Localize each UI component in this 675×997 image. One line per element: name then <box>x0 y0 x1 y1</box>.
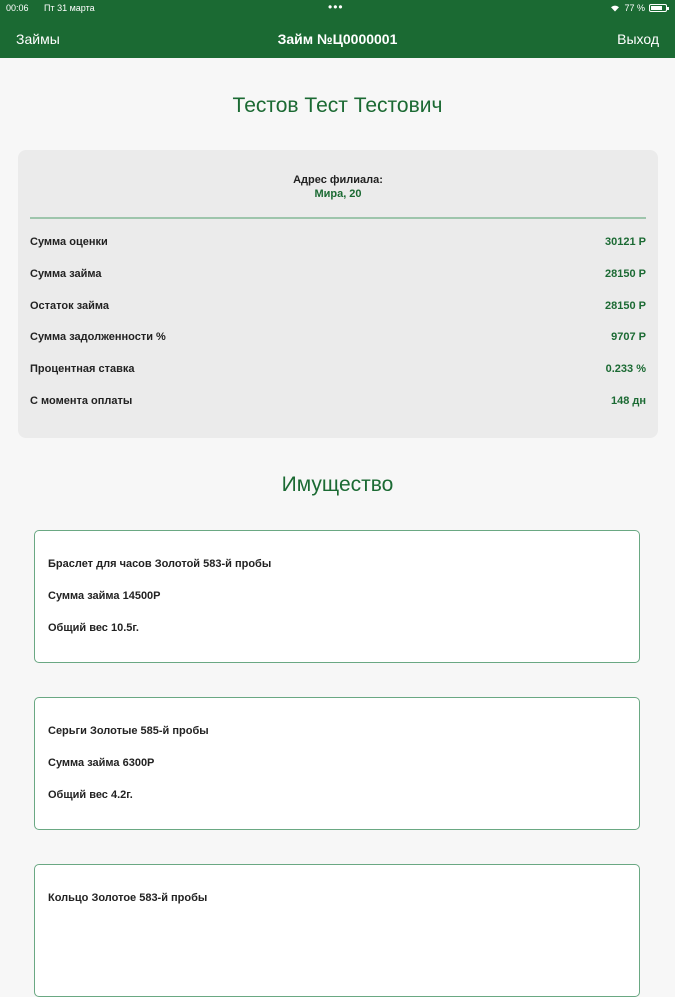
property-item-weight: Общий вес 4.2г. <box>48 789 133 801</box>
battery-percent: 77 % <box>624 3 645 13</box>
property-item-loan: Сумма займа 6300Р <box>48 757 155 769</box>
property-item-card[interactable] <box>34 864 640 997</box>
loans-back-button[interactable]: Займы <box>16 31 60 47</box>
divider <box>30 217 646 219</box>
page-title: Займ №Ц0000001 <box>277 31 398 47</box>
info-row-value: 28150 Р <box>605 268 646 280</box>
info-row-interest-rate <box>30 363 646 379</box>
info-row-label: Процентная ставка <box>30 363 135 375</box>
branch-address-label: Адрес филиала: <box>293 174 383 186</box>
property-item-name: Браслет для часов Золотой 583-й пробы <box>48 558 272 570</box>
status-bar <box>0 0 675 16</box>
property-item-name: Серьги Золотые 585-й пробы <box>48 725 209 737</box>
info-row-label: С момента оплаты <box>30 395 133 407</box>
info-row-label: Остаток займа <box>30 300 110 312</box>
info-row-interest-debt <box>30 331 646 347</box>
info-row-value: 9707 Р <box>611 331 646 343</box>
info-row-value: 148 дн <box>610 395 646 407</box>
info-row-days-since-payment <box>30 395 646 411</box>
logout-button[interactable]: Выход <box>617 31 659 47</box>
info-row-loan-balance <box>30 300 646 316</box>
info-row-value: 0.233 % <box>605 363 646 375</box>
status-time: 00:06 <box>6 3 29 13</box>
client-name: Тестов Тест Тестович <box>232 94 443 117</box>
battery-level <box>651 6 662 10</box>
wifi-icon <box>610 4 620 12</box>
info-row-value: 30121 Р <box>605 236 646 248</box>
app-header <box>0 0 675 58</box>
multitasking-dots-icon[interactable]: ••• <box>328 0 344 14</box>
property-item-loan: Сумма займа 14500Р <box>48 590 161 602</box>
info-row-label: Сумма займа <box>30 268 102 280</box>
property-item-weight: Общий вес 10.5г. <box>48 622 139 634</box>
property-item-name: Кольцо Золотое 583-й пробы <box>48 892 208 904</box>
status-indicators <box>610 3 667 13</box>
property-item-card[interactable] <box>34 697 640 830</box>
status-date: Пт 31 марта <box>44 3 95 13</box>
branch-address-value: Мира, 20 <box>314 188 362 200</box>
info-row-value: 28150 Р <box>605 300 646 312</box>
loan-info-card <box>18 150 658 438</box>
info-row-label: Сумма задолженности % <box>30 331 166 343</box>
property-section-title: Имущество <box>281 473 394 496</box>
info-row-loan-amount <box>30 268 646 284</box>
property-item-card[interactable] <box>34 530 640 663</box>
info-row-appraisal <box>30 236 646 252</box>
info-row-label: Сумма оценки <box>30 236 108 248</box>
battery-icon <box>649 4 667 12</box>
